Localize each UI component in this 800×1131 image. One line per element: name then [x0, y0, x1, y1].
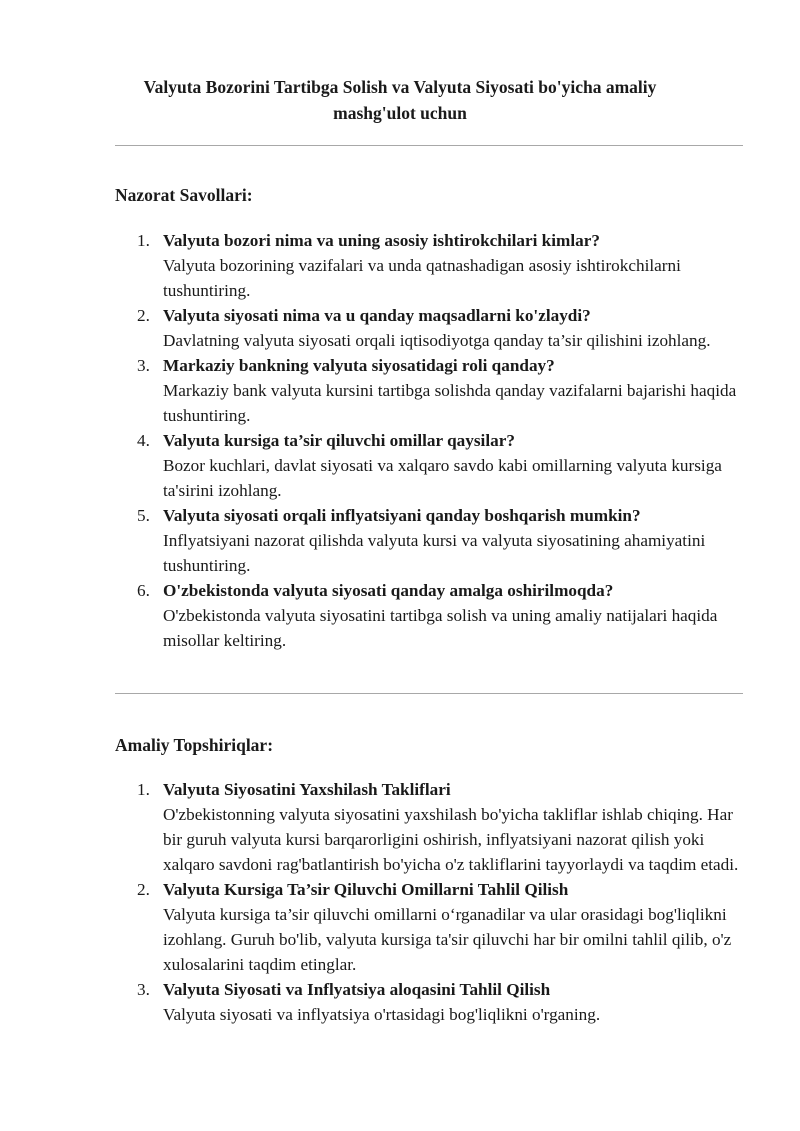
item-question: Valyuta siyosati orqali inflyatsiyani qanday boshqarish mumkin? — [163, 506, 641, 525]
item-description: Markaziy bank valyuta kursini tartibga solishda qanday vazifalarni bajarishi haqida tushuntiring. — [163, 381, 737, 425]
item-number: 3. — [137, 980, 150, 999]
list-item — [115, 777, 755, 877]
practical-tasks-list — [115, 777, 755, 1027]
item-number: 3. — [137, 356, 150, 375]
item-number: 1. — [137, 231, 150, 250]
item-task-title: Valyuta Kursiga Ta’sir Qiluvchi Omillarni Tahlil Qilish — [163, 880, 569, 899]
item-number: 1. — [137, 780, 150, 799]
item-question: Valyuta kursiga ta’sir qiluvchi omillar qaysilar? — [163, 431, 515, 450]
document-title-line-1: Valyuta Bozorini Tartibga Solish va Valyuta Siyosati bo'yicha amaliy — [143, 77, 657, 97]
item-description: Inflyatsiyani nazorat qilishda valyuta kursi va valyuta siyosatining ahamiyatini tushuntiring. — [163, 531, 706, 575]
item-task-title: Valyuta Siyosatini Yaxshilash Takliflari — [163, 780, 451, 799]
item-question: Markaziy bankning valyuta siyosatidagi roli qanday? — [163, 356, 555, 375]
divider-top — [115, 145, 743, 146]
control-questions-heading: Nazorat Savollari: — [115, 185, 253, 205]
item-description: Valyuta bozorining vazifalari va unda qatnashadigan asosiy ishtirokchilarni tushuntiring. — [163, 256, 681, 300]
divider-middle — [115, 693, 743, 694]
item-number: 4. — [137, 431, 150, 450]
item-number: 2. — [137, 880, 150, 899]
item-number: 2. — [137, 306, 150, 325]
item-description: Valyuta siyosati va inflyatsiya o'rtasidagi bog'liqlikni o'rganing. — [163, 1005, 601, 1024]
control-questions-list — [115, 228, 755, 653]
item-description: Davlatning valyuta siyosati orqali iqtisodiyotga qanday ta’sir qilishini izohlang. — [163, 331, 711, 350]
item-description: Valyuta kursiga ta’sir qiluvchi omillarni o‘rganadilar va ular orasidagi bog'liqlikni izohlang. Guruh bo'lib, valyuta kursiga ta'sir qiluvchi har bir omilni tahlil qilib, o'z xulosalarini taqdim etinglar. — [163, 905, 732, 974]
item-number: 5. — [137, 506, 150, 525]
item-question: Valyuta siyosati nima va u qanday maqsadlarni ko'zlaydi? — [163, 306, 591, 325]
list-item — [115, 428, 755, 503]
document-title-line-2: mashg'ulot uchun — [333, 103, 467, 123]
item-description: Bozor kuchlari, davlat siyosati va xalqaro savdo kabi omillarning valyuta kursiga ta'sirini izohlang. — [163, 456, 722, 500]
item-number: 6. — [137, 581, 150, 600]
item-question: O'zbekistonda valyuta siyosati qanday amalga oshirilmoqda? — [163, 581, 614, 600]
list-item — [115, 578, 755, 653]
item-task-title: Valyuta Siyosati va Inflyatsiya aloqasini Tahlil Qilish — [163, 980, 551, 999]
list-item — [115, 353, 755, 428]
list-item — [115, 877, 755, 977]
practical-tasks-heading: Amaliy Topshiriqlar: — [115, 735, 274, 755]
item-description: O'zbekistonning valyuta siyosatini yaxshilash bo'yicha takliflar ishlab chiqing. Har bir guruh valyuta kursi barqarorligini oshirish, inflyatsiyani nazorat qilish yoki xalqaro savdoni rag'batlantirish bo'yicha o'z takliflarini tayyorlaydi va taqdim etadi. — [163, 805, 739, 874]
document-title — [115, 74, 685, 126]
list-item — [115, 228, 755, 303]
list-item — [115, 977, 755, 1027]
item-question: Valyuta bozori nima va uning asosiy ishtirokchilari kimlar? — [163, 231, 600, 250]
list-item — [115, 503, 755, 578]
item-description: O'zbekistonda valyuta siyosatini tartibga solish va uning amaliy natijalari haqida misollar keltiring. — [163, 606, 718, 650]
list-item — [115, 303, 755, 353]
